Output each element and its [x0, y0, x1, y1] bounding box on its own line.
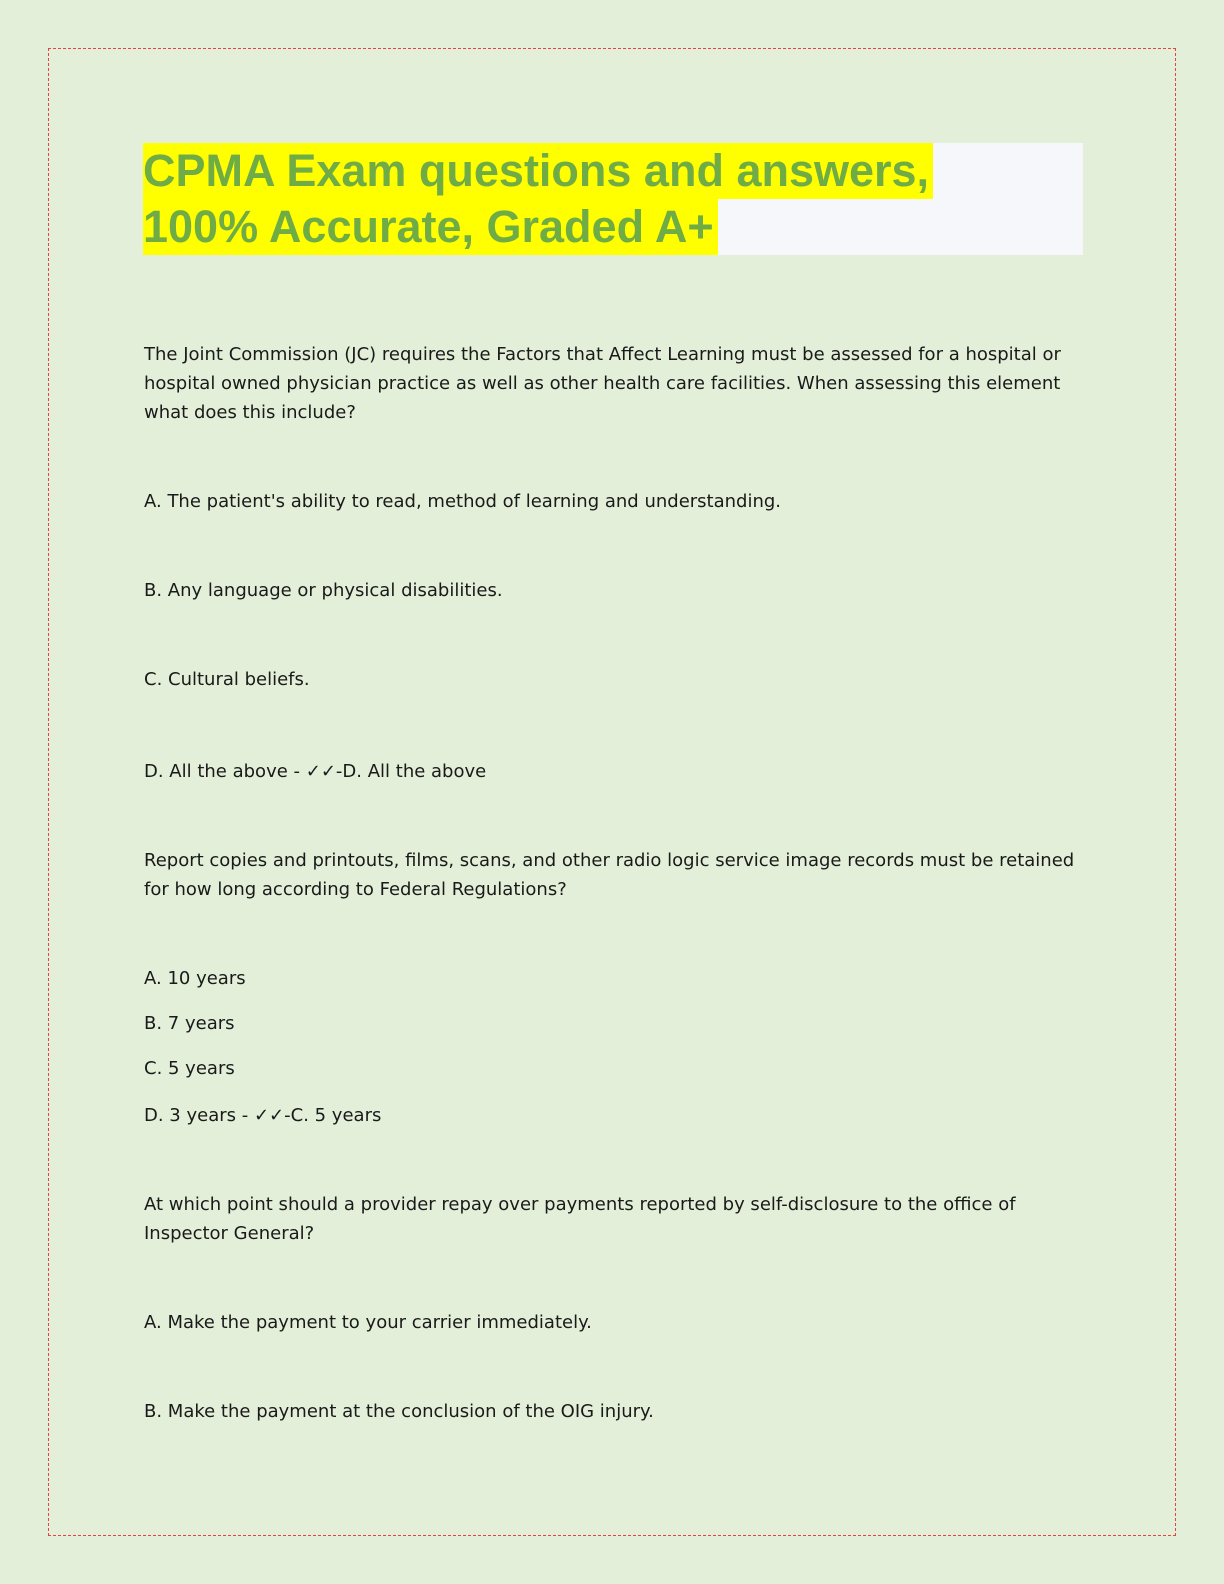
- question-1-option-c: C. Cultural beliefs.: [144, 669, 310, 690]
- question-3-text-line-1: At which point should a provider repay over payments reported by self-disclosure to the office of: [144, 1194, 1016, 1215]
- question-1-option-b: B. Any language or physical disabilities.: [144, 580, 503, 601]
- question-2-option-c: C. 5 years: [144, 1058, 235, 1079]
- question-1-option-a: A. The patient's ability to read, method of learning and understanding.: [144, 491, 782, 512]
- question-1-text-line-3: what does this include?: [144, 402, 356, 423]
- title-line-1: CPMA Exam questions and answers,: [143, 143, 933, 199]
- question-2-answer: -C. 5 years: [284, 1105, 382, 1126]
- question-1-option-d: D. All the above -: [144, 761, 306, 782]
- question-3-option-b: B. Make the payment at the conclusion of the OIG injury.: [144, 1401, 654, 1422]
- question-2-option-a: A. 10 years: [144, 968, 246, 989]
- check-mark-icon: ✓✓: [305, 761, 336, 782]
- question-2-option-d: D. 3 years -: [144, 1105, 254, 1126]
- question-1-text-line-1: The Joint Commission (JC) requires the Factors that Affect Learning must be assessed for a hospital or: [144, 344, 1061, 365]
- question-2-option-d-with-answer: [144, 1101, 1064, 1130]
- title-line-2: 100% Accurate, Graded A+: [143, 199, 718, 255]
- question-1-text-line-2: hospital owned physician practice as well as other health care facilities. When assessing this element: [144, 373, 1061, 394]
- question-3-option-a: A. Make the payment to your carrier immediately.: [144, 1312, 592, 1333]
- question-2-text-line-1: Report copies and printouts, films, scans, and other radio logic service image records must be retained: [144, 850, 1075, 871]
- document-content: [144, 340, 1075, 1426]
- check-mark-icon: ✓✓: [253, 1105, 285, 1126]
- question-3-text-line-2: Inspector General?: [144, 1223, 315, 1244]
- question-2-option-b: B. 7 years: [144, 1013, 235, 1034]
- question-2-text-line-2: for how long according to Federal Regulations?: [144, 879, 567, 900]
- document-title: [143, 143, 1083, 255]
- question-1-answer: -D. All the above: [335, 761, 487, 782]
- question-1-option-d-with-answer: [144, 757, 1064, 786]
